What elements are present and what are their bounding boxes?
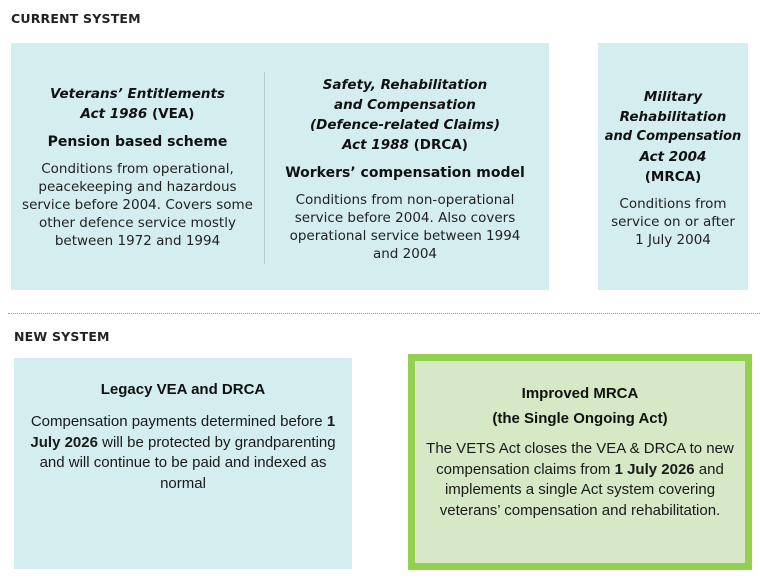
current-system-vea-drca-box: [11, 43, 549, 290]
drca-description: Conditions from non-operational service before 2004. Also covers operational service between 1994 and 2004: [289, 192, 521, 262]
mrca-act-line2: Rehabilitation: [619, 109, 727, 125]
vea-description: Conditions from operational, peacekeeping and hazardous service before 2004. Covers some other defence service mostly between 1972 and 1994: [22, 161, 253, 249]
current-system-label: CURRENT SYSTEM: [11, 11, 141, 26]
current-system-mrca-box: [598, 43, 748, 290]
mrca-column: [598, 87, 748, 249]
drca-act-line3: (Defence-related Claims): [309, 117, 500, 133]
drca-act-line1: Safety, Rehabilitation: [322, 77, 488, 93]
improved-title-line1: Improved MRCA: [521, 385, 639, 402]
drca-scheme: Workers’ compensation model: [285, 165, 525, 181]
legacy-vea-drca-box: [14, 358, 352, 569]
column-divider: [264, 72, 265, 264]
mrca-act-title: [598, 87, 748, 187]
improved-mrca-box: [408, 354, 752, 570]
improved-content: [421, 384, 739, 521]
vea-act-line2: Act 1986 (VEA): [80, 106, 195, 122]
legacy-content: [22, 380, 344, 494]
legacy-title: Legacy VEA and DRCA: [100, 381, 266, 398]
legacy-description: Compensation payments determined before 1 July 2026 will be protected by grandparenting and will continue to be paid and indexed as normal: [30, 413, 336, 492]
mrca-act-line3: and Compensation: [604, 129, 742, 144]
vea-act-line1: Veterans’ Entitlements: [50, 86, 225, 102]
drca-column: [281, 75, 529, 263]
improved-title-line2: (the Single Ongoing Act): [492, 410, 668, 427]
drca-act-title: [281, 75, 529, 155]
section-divider: [8, 313, 760, 314]
mrca-description: Conditions from service on or after 1 July 2004: [611, 196, 735, 248]
vea-scheme: Pension based scheme: [47, 134, 228, 150]
mrca-abbr: (MRCA): [644, 169, 702, 185]
mrca-act-line1: Military: [643, 89, 703, 105]
improved-description: The VETS Act closes the VEA & DRCA to new compensation claims from 1 July 2026 and implements a single Act system covering veterans’ compensation and rehabilitation.: [426, 440, 734, 519]
vea-column: [21, 84, 254, 250]
vea-act-title: [21, 84, 254, 124]
drca-act-line2: and Compensation: [334, 97, 476, 113]
mrca-act-line4: Act 2004: [639, 149, 707, 165]
drca-act-line4: Act 1988 (DRCA): [342, 137, 468, 153]
new-system-label: NEW SYSTEM: [14, 329, 110, 344]
